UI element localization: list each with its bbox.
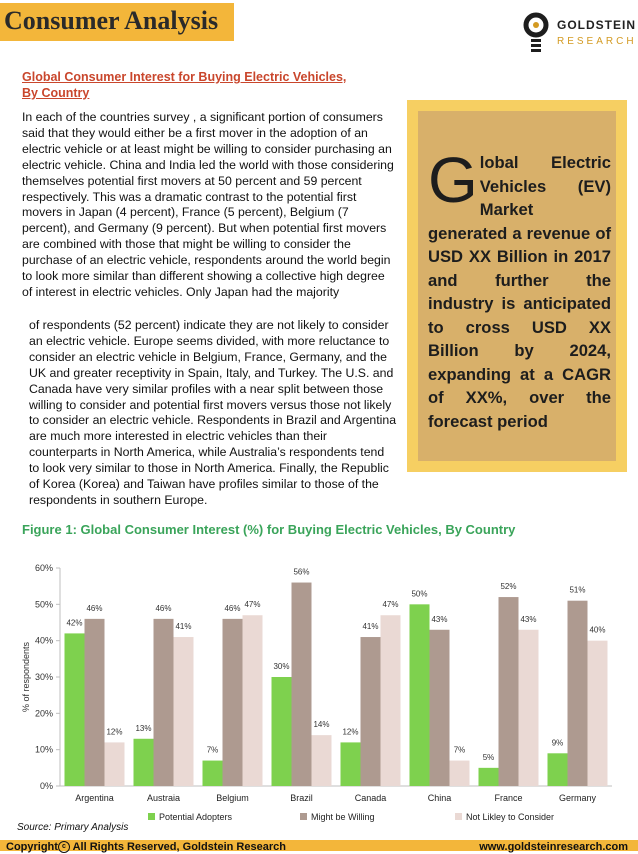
page-title: Consumer Analysis [4, 6, 219, 35]
data-label: 12% [342, 727, 359, 737]
body-paragraph-2: of respondents (52 percent) indicate they are not likely to consider an electric vehicle. Europe seems divided, with more reluctance to consider an electric vehicle in Belgium, France, Germany, and the UK and greater receptivity in Spain, Italy, and Turkey. The U.S. and Canada have very similar profiles with a near split between those willing to consider and potential first movers versus those not likely to consider an electric vehicle. Respondents in Brazil and Argentina are much more interested in electric vehicles than their counterparts in North America, while Australia’s respondents tend to look very similar to those in North America. Finally, the Republic of Korea (Korea) and Taiwan have profiles similar to those of the respondents in southern Europe. [29, 318, 397, 507]
bar [134, 739, 154, 786]
data-label: 30% [273, 662, 290, 671]
data-label: 50% [411, 589, 428, 599]
bar [312, 735, 332, 786]
legend-label: Might be Willing [311, 812, 375, 822]
bar-chart [0, 555, 638, 825]
logo-mark-icon [523, 12, 549, 52]
footer-website[interactable]: www.goldsteinresearch.com [479, 841, 628, 853]
x-tick-label: Belgium [216, 793, 249, 803]
legend-swatch [148, 813, 155, 820]
legend-swatch [455, 813, 462, 820]
bar [203, 761, 223, 786]
data-label: 7% [453, 745, 466, 755]
data-label: 52% [500, 582, 517, 592]
x-tick-label: France [494, 793, 523, 803]
data-label: 46% [224, 603, 241, 613]
bar [588, 641, 608, 786]
bar [361, 637, 381, 786]
data-label: 7% [206, 745, 219, 755]
bar [85, 619, 105, 786]
title-banner [0, 3, 234, 41]
data-label: 9% [551, 738, 564, 748]
y-tick-label: 50% [34, 599, 53, 610]
section-heading [22, 69, 362, 101]
bar [154, 619, 174, 786]
data-label: 41% [362, 622, 379, 632]
callout-body: lobal Electric Vehicles (EV) Market generated a revenue of USD XX Billion in 2017 and further the industry is anticipated to cross USD XX Billion by 2024, expanding at a CAGR of XX%, over the forecast period [428, 153, 611, 431]
y-tick-label: 30% [34, 672, 53, 682]
bar [243, 615, 263, 786]
section-heading-line2: By Country [22, 86, 90, 100]
data-label: 46% [86, 603, 103, 613]
bar [548, 753, 568, 786]
bar [568, 601, 588, 786]
y-tick-label: 20% [34, 708, 53, 719]
bar [272, 677, 292, 786]
bar [410, 604, 430, 786]
goldstein-logo[interactable] [523, 12, 637, 56]
footer-copyright: Copyright c All Rights Reserved, Goldstein Research [6, 841, 286, 853]
data-label: 41% [175, 622, 192, 632]
bar [450, 761, 470, 786]
data-label: 40% [589, 625, 606, 635]
bar [65, 633, 85, 786]
section-heading-line1: Global Consumer Interest for Buying Electric Vehicles, [22, 70, 347, 84]
data-label: 43% [431, 614, 448, 624]
logo-sub: RESEARCH [557, 36, 637, 47]
data-label: 14% [313, 720, 330, 730]
data-label: 12% [106, 727, 123, 737]
data-label: 46% [155, 603, 172, 613]
bar [381, 615, 401, 786]
bar [430, 630, 450, 786]
data-label: 43% [520, 614, 537, 624]
y-tick-label: 10% [34, 744, 53, 755]
data-label: 42% [66, 618, 83, 628]
bar [223, 619, 243, 786]
bar [499, 597, 519, 786]
x-tick-label: Germany [558, 793, 597, 803]
callout-box [407, 100, 627, 472]
body-paragraph-1: In each of the countries survey , a significant portion of consumers said that they would either be a first mover in the adoption of an electric vehicle or at least might be willing to consider purchasing an electric vehicle. China and India led the world with those considering themselves potential first movers at 50 percent and 59 percent respectively. This was a dramatic contrast to the potential first movers in Japan (4 percent), France (5 percent), Belgium (7 percent), and Germany (9 percent). But when potential first movers are combined with those that might be willing to consider the purchase of an electric vehicle, respondents around the world begin to look more similar than different showing a collective high degree of interest in electric vehicles. Only Japan had the majority [22, 110, 394, 299]
x-tick-label: Austraia [146, 793, 181, 803]
source-note: Source: Primary Analysis [17, 822, 129, 833]
y-tick-label: 0% [39, 781, 53, 791]
legend-label: Potential Adopters [159, 812, 233, 822]
data-label: 5% [482, 752, 495, 762]
y-tick-label: 60% [34, 563, 53, 573]
figure-title: Figure 1: Global Consumer Interest (%) for Buying Electric Vehicles, By Country [22, 522, 516, 537]
legend-label: Not Likley to Consider [466, 812, 555, 822]
bar [341, 742, 361, 786]
bar [105, 742, 125, 786]
bar [519, 630, 539, 786]
data-label: 13% [135, 723, 152, 733]
callout-dropcap: G [428, 144, 478, 216]
x-tick-label: Brazil [290, 793, 313, 803]
y-axis-title: % of respondents [21, 641, 31, 713]
x-tick-label: China [427, 793, 452, 803]
data-label: 56% [293, 567, 310, 577]
x-tick-label: Argentina [75, 793, 114, 803]
callout-inner [418, 111, 616, 461]
x-tick-label: Canada [354, 793, 387, 803]
y-tick-label: 40% [34, 635, 53, 646]
callout-text [428, 144, 611, 433]
data-label: 47% [382, 600, 399, 610]
bar [174, 637, 194, 786]
logo-name: GOLDSTEIN [557, 18, 637, 32]
legend-swatch [300, 813, 307, 820]
data-label: 51% [569, 585, 586, 595]
copyright-icon: c [58, 841, 70, 853]
bar [479, 768, 499, 786]
data-label: 47% [244, 600, 261, 610]
bar [292, 583, 312, 786]
